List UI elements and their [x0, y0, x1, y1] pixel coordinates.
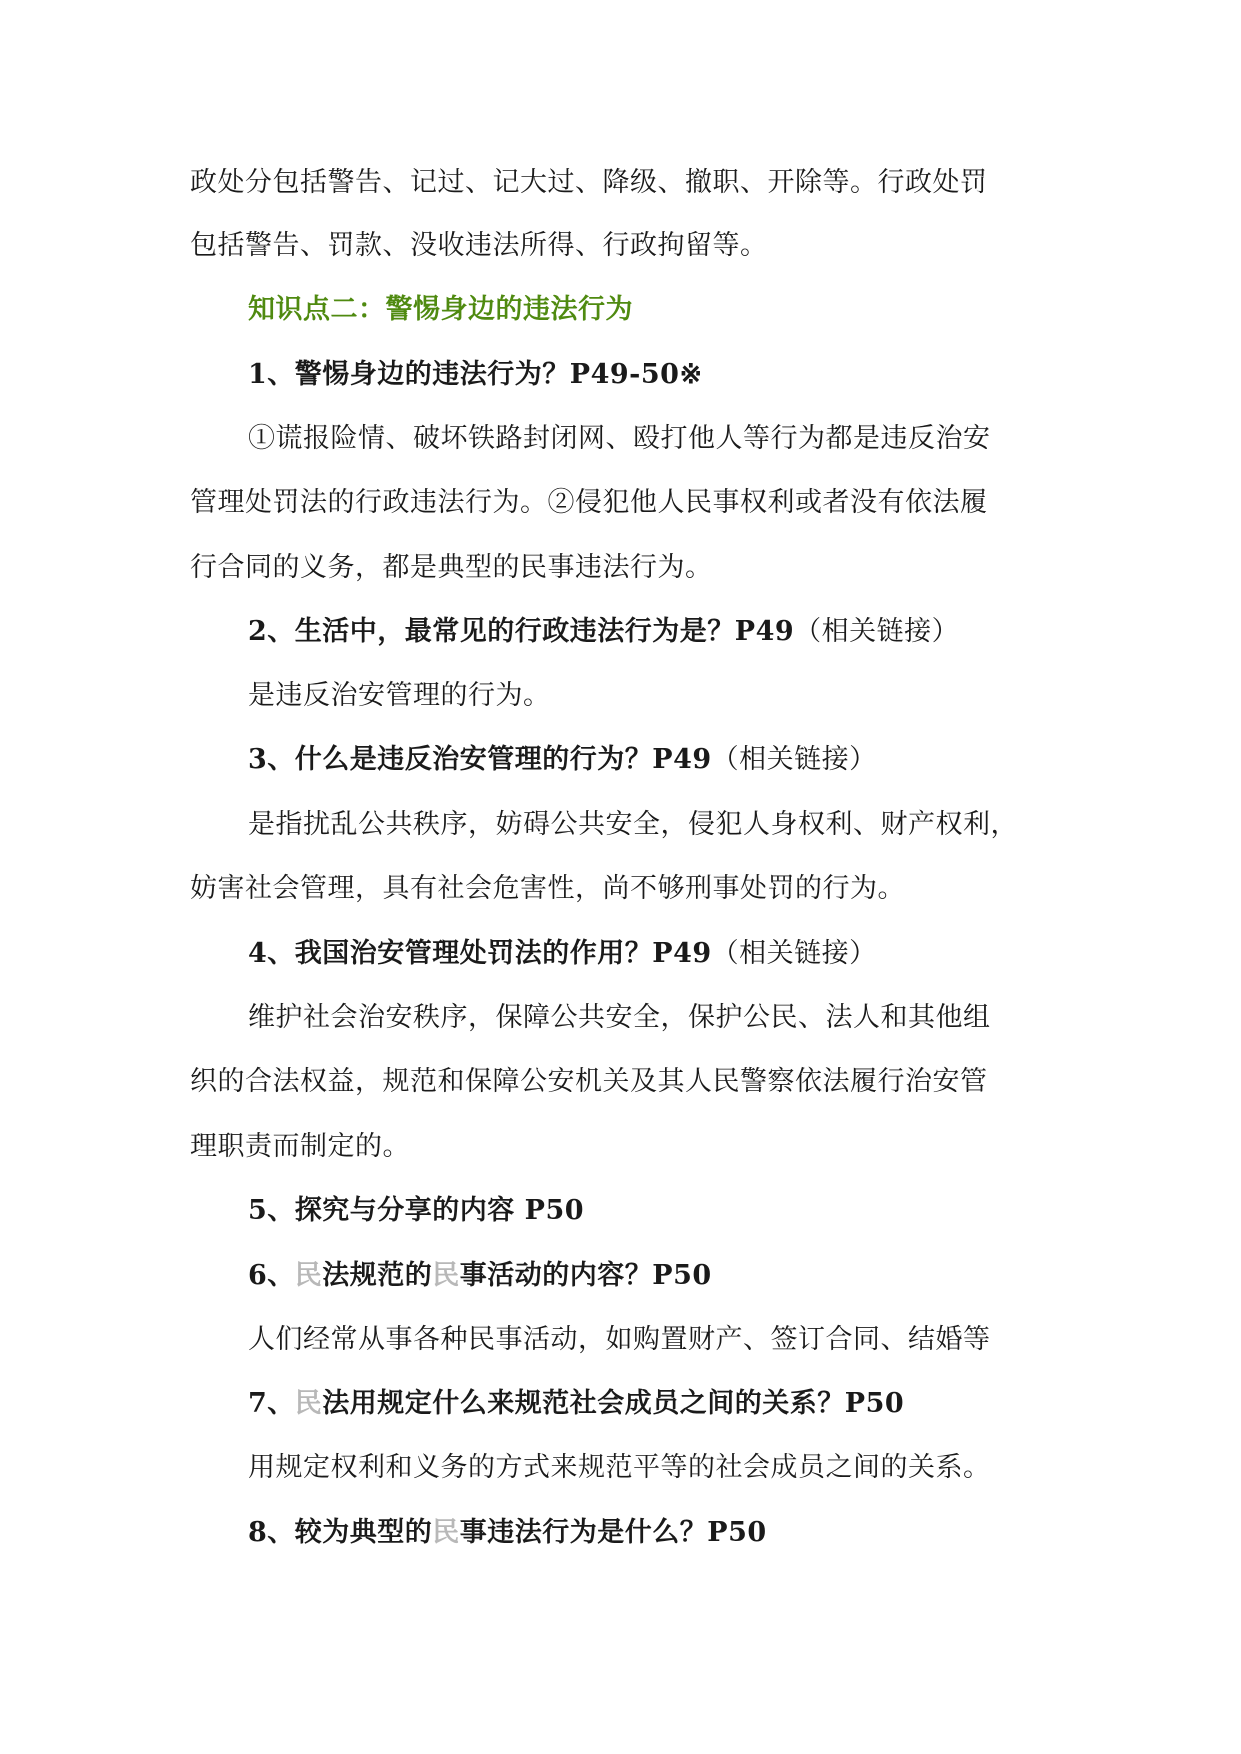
- section-title: 知识点二：警惕身边的违法行为: [248, 294, 633, 325]
- related-link-note: （相关链接）: [711, 744, 877, 775]
- answer-line: 是违反治安管理的行为。: [248, 680, 551, 711]
- related-link-note: （相关链接）: [711, 938, 877, 969]
- answer-line: 理职责而制定的。: [190, 1131, 410, 1162]
- answer-line: 行合同的义务，都是典型的民事违法行为。: [190, 552, 713, 583]
- answer-line: 人们经常从事各种民事活动，如购置财产、签订合同、结婚等: [248, 1324, 991, 1355]
- question-3: [248, 742, 877, 778]
- question-6: [248, 1258, 712, 1294]
- answer-line: ①谎报险情、破坏铁路封闭网、殴打他人等行为都是违反治安: [248, 423, 991, 454]
- question-text: 事违法行为是什么？P50: [459, 1517, 767, 1548]
- faded-character: 民: [432, 1260, 460, 1291]
- question-text: 事活动的内容？P50: [459, 1260, 712, 1291]
- faded-character: 民: [294, 1260, 323, 1291]
- question-text: 2、生活中，最常见的行政违法行为是？P49: [248, 616, 795, 647]
- question-text: 6、: [248, 1260, 295, 1291]
- question-text: 法用规定什么来规范社会成员之间的关系？P50: [322, 1388, 905, 1419]
- related-link-note: （相关链接）: [794, 616, 960, 647]
- question-2: [248, 614, 959, 650]
- faded-character: 民: [432, 1517, 460, 1548]
- answer-line: 织的合法权益，规范和保障公安机关及其人民警察依法履行治安管: [190, 1066, 988, 1097]
- question-1: 1、警惕身边的违法行为？P49-50※: [248, 359, 703, 390]
- answer-line: 用规定权利和义务的方式来规范平等的社会成员之间的关系。: [248, 1452, 991, 1483]
- answer-line: 维护社会治安秩序，保障公共安全，保护公民、法人和其他组: [248, 1002, 991, 1033]
- answer-line: 妨害社会管理，具有社会危害性，尚不够刑事处罚的行为。: [190, 873, 905, 904]
- paragraph-line: 政处分包括警告、记过、记大过、降级、撤职、开除等。行政处罚: [190, 167, 988, 198]
- question-text: 法规范的: [322, 1260, 433, 1291]
- question-4: [248, 936, 877, 972]
- question-5: 5、探究与分享的内容 P50: [248, 1195, 585, 1226]
- question-text: 4、我国治安管理处罚法的作用？P49: [248, 938, 712, 969]
- paragraph-line: 包括警告、罚款、没收违法所得、行政拘留等。: [190, 230, 768, 261]
- question-text: 7、: [248, 1388, 295, 1419]
- answer-line: 管理处罚法的行政违法行为。②侵犯他人民事权利或者没有依法履: [190, 487, 988, 518]
- question-7: [248, 1386, 904, 1422]
- question-text: 8、较为典型的: [248, 1517, 433, 1548]
- faded-character: 民: [294, 1388, 323, 1419]
- answer-line: 是指扰乱公共秩序，妨碍公共安全，侵犯人身权利、财产权利，: [248, 809, 1018, 840]
- question-text: 3、什么是违反治安管理的行为？P49: [248, 744, 712, 775]
- question-8: [248, 1515, 767, 1551]
